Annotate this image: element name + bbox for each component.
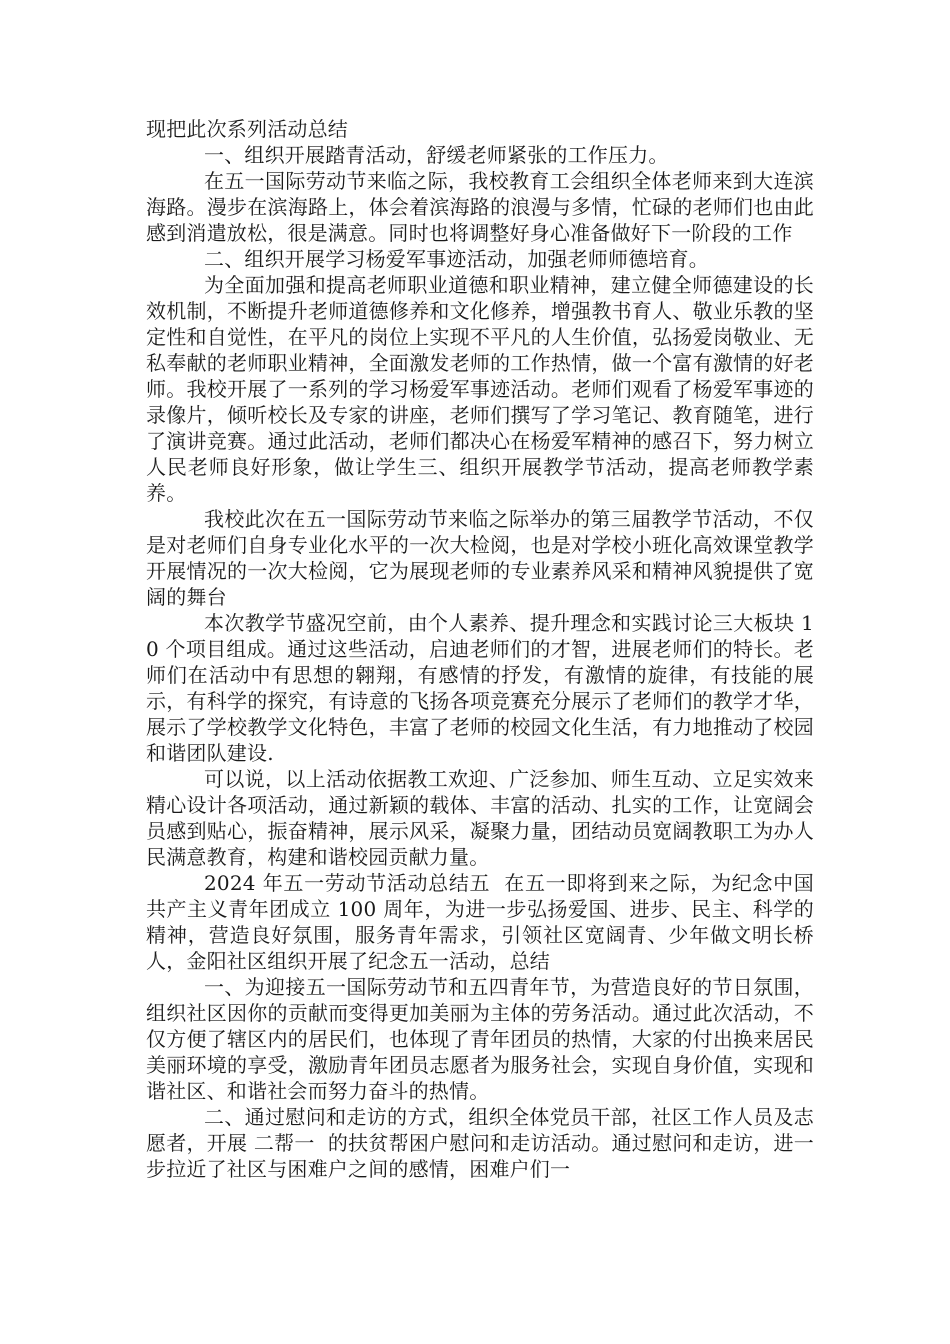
paragraph-body: 在五一国际劳动节来临之际，我校教育工会组织全体老师来到大连滨海路。漫步在滨海路上，体会着滨海路的浪漫与多情，忙碌的老师们也由此感到消遣放松，很是满意。同时也将调整好身心准备做好下一阶段的工作 [146, 169, 814, 245]
paragraph-body: 一、为迎接五一国际劳动节和五四青年节，为营造良好的节日氛围，组织社区因你的贡献而变得更加美丽为主体的劳务活动。通过此次活动，不仅方便了辖区内的居民们，也体现了青年团员的热情，大家的付出换来居民美丽环境的享受，激励青年团员志愿者为服务社会，实现自身价值，实现和谐社区、和谐社会而努力奋斗的热情。 [146, 975, 814, 1103]
paragraph-body: 本次教学节盛况空前，由个人素养、提升理念和实践讨论三大板块 10 个项目组成。通过这些活动，启迪老师们的才智，进展老师们的特长。老师们在活动中有思想的翱翔，有感情的抒发，有激情的旋律，有技能的展示，有科学的探究，有诗意的飞扬各项竞赛充分展示了老师们的教学才华，展示了学校教学文化特色，丰富了老师的校园文化生活，有力地推动了校园和谐团队建设. [146, 611, 814, 765]
paragraph-body: 可以说，以上活动依据教工欢迎、广泛参加、师生互动、立足实效来精心设计各项活动，通过新颖的载体、丰富的活动、扎实的工作，让宽阔会员感到贴心，振奋精神，展示风采，凝聚力量，团结动员宽阔教职工为办人民满意教育，构建和谐校园贡献力量。 [146, 767, 814, 869]
paragraph-heading-2: 二、组织开展学习杨爱军事迹活动，加强老师师德培育。 [204, 247, 709, 271]
paragraph-body: 我校此次在五一国际劳动节来临之际举办的第三届教学节活动，不仅是对老师们自身专业化水平的一次大检阅，也是对学校小班化高效课堂教学开展情况的一次大检阅，它为展现老师的专业素养风采和精神风貌提供了宽阔的舞台 [146, 507, 814, 609]
paragraph-body: 为全面加强和提高老师职业道德和职业精神，建立健全师德建设的长效机制，不断提升老师道德修养和文化修养，增强教书育人、敬业乐教的坚定性和自觉性，在平凡的岗位上实现不平凡的人生价值，弘扬爱岗敬业、无私奉献的老师职业精神，全面激发老师的工作热情，做一个富有激情的好老师。我校开展了一系列的学习杨爱军事迹活动。老师们观看了杨爱军事迹的录像片，倾听校长及专家的讲座，老师们撰写了学习笔记、教育随笔，进行了演讲竞赛。通过此活动，老师们都决心在杨爱军精神的感召下，努力树立人民老师良好形象，做让学生三、组织开展教学节活动，提高老师教学素养。 [146, 273, 814, 505]
paragraph-heading-1: 一、组织开展踏青活动，舒缓老师紧张的工作压力。 [204, 143, 669, 167]
paragraph-body: 二、通过慰问和走访的方式，组织全体党员干部，社区工作人员及志愿者，开展 二帮一 的扶贫帮困户慰问和走访活动。通过慰问和走访，进一步拉近了社区与困难户之间的感情，困难户们一 [146, 1105, 814, 1181]
document-body [146, 116, 814, 1182]
paragraph-body: 2024 年五一劳动节活动总结五 在五一即将到来之际，为纪念中国共产主义青年团成立 100 周年，为进一步弘扬爱国、进步、民主、科学的精神，营造良好氛围，服务青年需求，引领社区宽阔青、少年做文明长桥人，金阳社区组织开展了纪念五一活动，总结 [146, 871, 814, 973]
paragraph-intro: 现把此次系列活动总结 [146, 117, 348, 141]
